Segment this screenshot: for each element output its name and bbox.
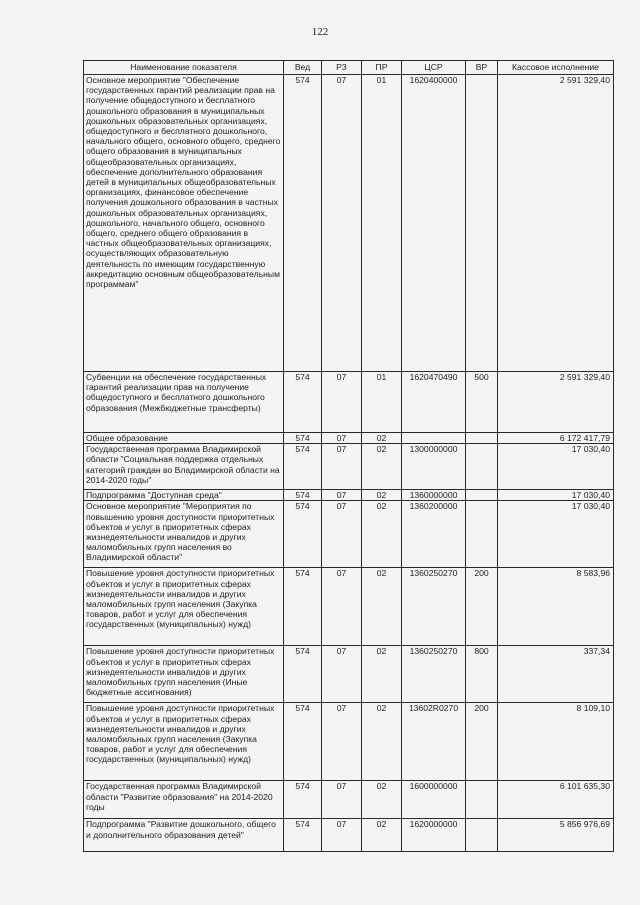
header-ved: Вед — [284, 61, 322, 75]
cell-vr: 500 — [466, 372, 498, 433]
cell-pr: 02 — [362, 646, 402, 703]
cell-amount: 17 030,40 — [498, 444, 614, 490]
cell-name: Государственная программа Владимирской области "Социальная поддержка отдельных категорий граждан во Владимирской области на 2014-2020 годы" — [84, 444, 284, 490]
header-vr: ВР — [466, 61, 498, 75]
cell-pr: 02 — [362, 819, 402, 852]
cell-ved: 574 — [284, 819, 322, 852]
cell-name: Общее образование — [84, 433, 284, 444]
cell-rz: 07 — [322, 781, 362, 819]
cell-name: Подпрограмма "Развитие дошкольного, общего и дополнительного образования детей" — [84, 819, 284, 852]
cell-rz: 07 — [322, 703, 362, 781]
table-row — [84, 444, 614, 490]
header-rz: РЗ — [322, 61, 362, 75]
cell-vr — [466, 819, 498, 852]
cell-name: Основное мероприятие "Мероприятия по повышению уровня доступности приоритетных объектов и услуг в приоритетных сферах жизнедеятельности инвалидов и других маломобильных групп населения во Владимирской области" — [84, 501, 284, 568]
cell-amount: 6 172 417,79 — [498, 433, 614, 444]
cell-csr: 1300000000 — [402, 444, 466, 490]
cell-csr: 1360000000 — [402, 490, 466, 501]
cell-ved: 574 — [284, 444, 322, 490]
header-amount: Кассовое исполнение — [498, 61, 614, 75]
cell-csr: 1360250270 — [402, 646, 466, 703]
cell-name: Подпрограмма "Доступная среда" — [84, 490, 284, 501]
cell-amount: 17 030,40 — [498, 501, 614, 568]
cell-rz: 07 — [322, 501, 362, 568]
page-number: 122 — [311, 26, 329, 38]
cell-vr — [466, 444, 498, 490]
table-row — [84, 372, 614, 433]
cell-vr: 200 — [466, 703, 498, 781]
cell-ved: 574 — [284, 372, 322, 433]
cell-amount: 2 591 329,40 — [498, 75, 614, 372]
cell-pr: 01 — [362, 372, 402, 433]
cell-ved: 574 — [284, 501, 322, 568]
cell-pr: 01 — [362, 75, 402, 372]
cell-pr: 02 — [362, 703, 402, 781]
cell-ved: 574 — [284, 568, 322, 646]
cell-rz: 07 — [322, 444, 362, 490]
cell-amount: 17 030,40 — [498, 490, 614, 501]
cell-pr: 02 — [362, 781, 402, 819]
header-pr: ПР — [362, 61, 402, 75]
cell-name: Повышение уровня доступности приоритетных объектов и услуг в приоритетных сферах жизнедеятельности инвалидов и других маломобильных групп населения (Закупка товаров, работ и услуг для обеспечения государственных (муниципальных) нужд) — [84, 703, 284, 781]
cell-csr: 1620400000 — [402, 75, 466, 372]
cell-rz: 07 — [322, 372, 362, 433]
table-header-row — [84, 61, 614, 75]
cell-csr: 1620470490 — [402, 372, 466, 433]
table-row — [84, 75, 614, 372]
cell-vr — [466, 501, 498, 568]
cell-vr — [466, 490, 498, 501]
table-row — [84, 501, 614, 568]
table-row — [84, 703, 614, 781]
cell-pr: 02 — [362, 568, 402, 646]
cell-pr: 02 — [362, 433, 402, 444]
cell-name: Повышение уровня доступности приоритетных объектов и услуг в приоритетных сферах жизнедеятельности инвалидов и других маломобильных групп населения (Закупка товаров, работ и услуг для обеспечения государственных (муниципальных) нужд) — [84, 568, 284, 646]
table-row — [84, 781, 614, 819]
cell-ved: 574 — [284, 703, 322, 781]
cell-rz: 07 — [322, 75, 362, 372]
cell-csr: 1360200000 — [402, 501, 466, 568]
cell-vr: 800 — [466, 646, 498, 703]
cell-rz: 07 — [322, 490, 362, 501]
cell-rz: 07 — [322, 646, 362, 703]
cell-name: Повышение уровня доступности приоритетных объектов и услуг в приоритетных сферах жизнедеятельности инвалидов и других маломобильных групп населения (Иные бюджетные ассигнования) — [84, 646, 284, 703]
table-row — [84, 490, 614, 501]
cell-pr: 02 — [362, 490, 402, 501]
cell-pr: 02 — [362, 501, 402, 568]
cell-name: Основное мероприятие "Обеспечение государственных гарантий реализации прав на получение общедоступного и бесплатного дошкольного образования в муниципальных дошкольных образовательных организациях, общедоступного и бесплатного дошкольного, начального общего, основного общего, среднего общего образования в муниципальных общеобразовательных организациях, обеспечение дополнительного образования детей в муниципальных общеобразовательных организациях, финансовое обеспечение получения дошкольного образования в частных дошкольных образовательных организациях, дошкольного, начального общего, основного общего, среднего общего образования в частных общеобразовательных организациях, осуществляющих образовательную деятельность по имеющим государственную аккредитацию основным общеобразовательным программам" — [84, 75, 284, 372]
cell-csr: 13602R0270 — [402, 703, 466, 781]
cell-vr: 200 — [466, 568, 498, 646]
cell-rz: 07 — [322, 433, 362, 444]
cell-vr — [466, 75, 498, 372]
cell-ved: 574 — [284, 781, 322, 819]
cell-csr: 1620000000 — [402, 819, 466, 852]
cell-csr — [402, 433, 466, 444]
cell-amount: 8 583,96 — [498, 568, 614, 646]
table-row — [84, 646, 614, 703]
cell-name: Государственная программа Владимирской области "Развитие образования" на 2014-2020 годы — [84, 781, 284, 819]
cell-vr — [466, 781, 498, 819]
table-row — [84, 568, 614, 646]
cell-rz: 07 — [322, 819, 362, 852]
cell-ved: 574 — [284, 75, 322, 372]
cell-vr — [466, 433, 498, 444]
table-row — [84, 819, 614, 852]
cell-name: Субвенции на обеспечение государственных гарантий реализации прав на получение общедоступного и бесплатного дошкольного образования (Межбюджетные трансферты) — [84, 372, 284, 433]
header-name: Наименование показателя — [84, 61, 284, 75]
cell-rz: 07 — [322, 568, 362, 646]
budget-table — [83, 60, 614, 852]
cell-ved: 574 — [284, 490, 322, 501]
cell-csr: 1360250270 — [402, 568, 466, 646]
cell-ved: 574 — [284, 646, 322, 703]
cell-pr: 02 — [362, 444, 402, 490]
cell-amount: 2 591 329,40 — [498, 372, 614, 433]
cell-amount: 5 856 976,69 — [498, 819, 614, 852]
cell-amount: 6 101 635,30 — [498, 781, 614, 819]
table-row — [84, 433, 614, 444]
cell-amount: 8 109,10 — [498, 703, 614, 781]
header-csr: ЦСР — [402, 61, 466, 75]
cell-ved: 574 — [284, 433, 322, 444]
cell-amount: 337,34 — [498, 646, 614, 703]
cell-csr: 1600000000 — [402, 781, 466, 819]
